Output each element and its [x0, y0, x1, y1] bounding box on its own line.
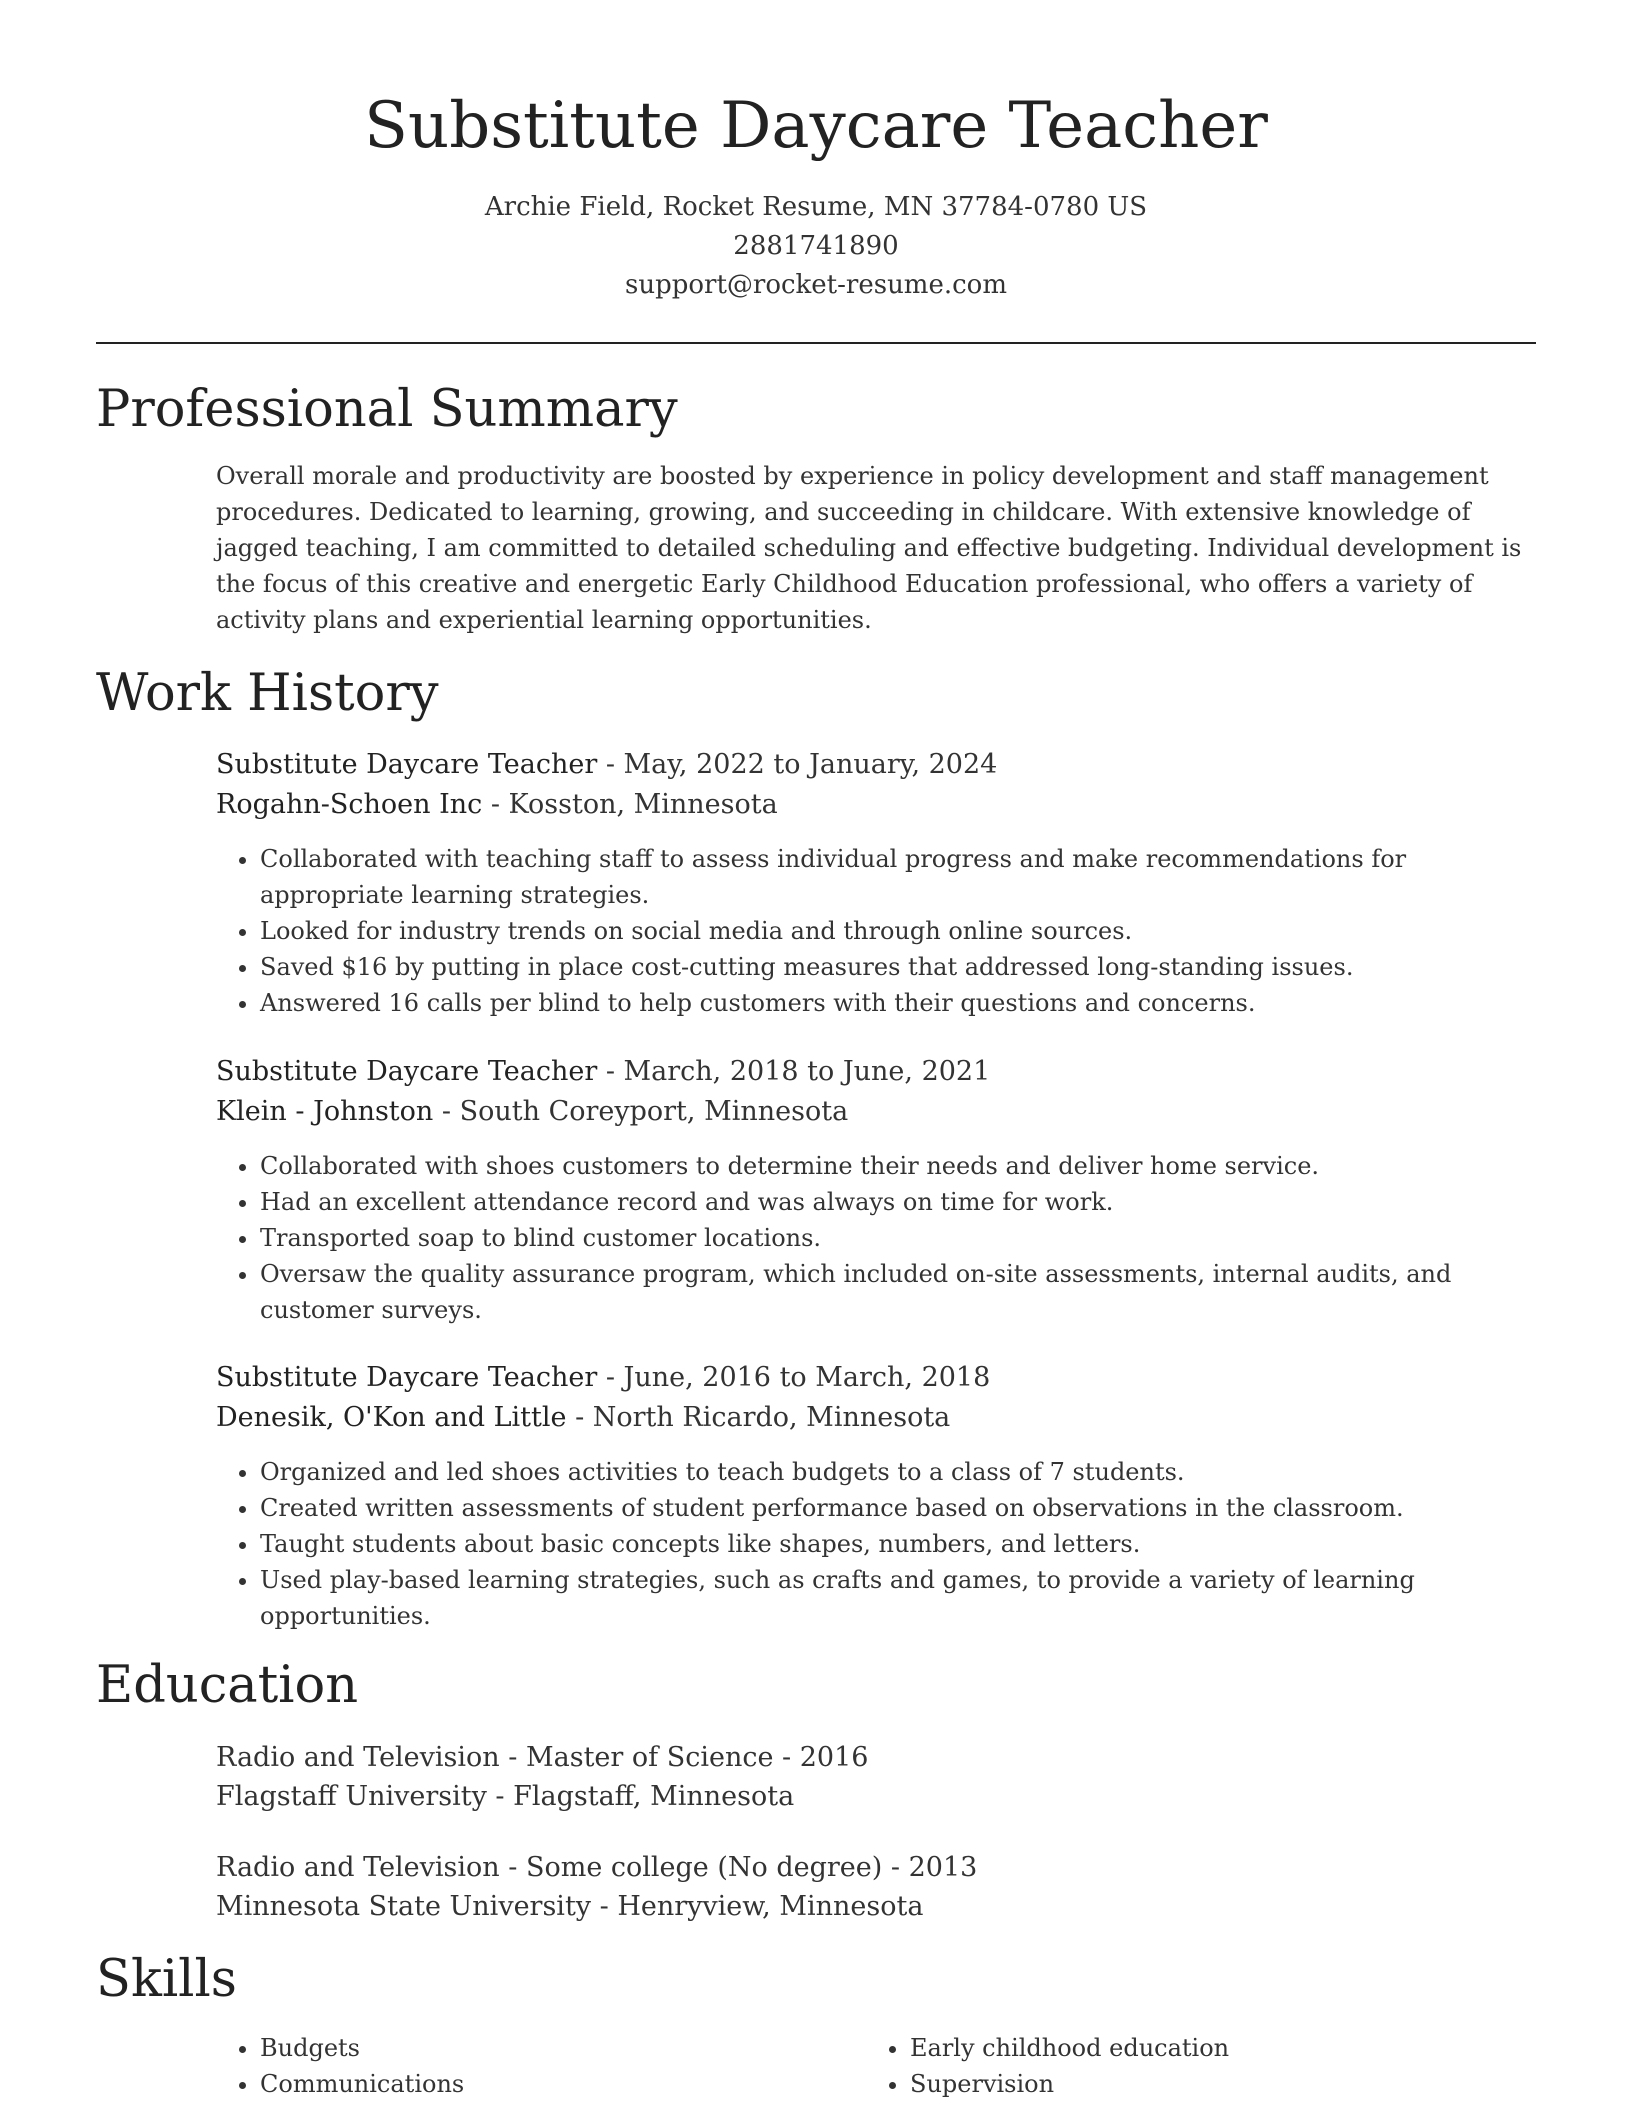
job-bullet: • Collaborated with teaching staff to assess individual progress and make recommendations for appropriate learning strategies. [260, 841, 1536, 913]
work-history-heading: Work History [96, 664, 439, 723]
job-title: Substitute Daycare Teacher [216, 1056, 598, 1087]
contact-phone: 2881741890 [733, 231, 899, 261]
job-entry [96, 1358, 1536, 1634]
job-bullet: • Saved $16 by putting in place cost-cutting measures that addressed long-standing issues. [260, 949, 1536, 985]
job-dates: - March, 2018 to June, 2021 [597, 1056, 991, 1087]
job-company: Denesik, O'Kon and Little [216, 1402, 567, 1433]
job-title-line [216, 745, 1536, 785]
contact-block [0, 188, 1632, 305]
job-entry [96, 745, 1536, 1021]
job-bullet: • Oversaw the quality assurance program, which included on-site assessments, internal audits, and customer surveys. [260, 1256, 1536, 1328]
edu-degree-line [216, 1738, 1536, 1777]
job-bullet: • Had an excellent attendance record and was always on time for work. [260, 1184, 1536, 1220]
job-bullet: • Taught students about basic concepts like shapes, numbers, and letters. [260, 1526, 1536, 1562]
skill-item: • Early childhood education [910, 2030, 1516, 2066]
edu-school-line [216, 1777, 1536, 1816]
skill-item: • Budgets [260, 2030, 866, 2066]
contact-address: Archie Field, Rocket Resume, MN 37784-0780 US [484, 192, 1148, 222]
skills-heading: Skills [96, 1950, 237, 2009]
job-entry [96, 1052, 1536, 1328]
skills-column-left [216, 2030, 866, 2102]
job-title-line [216, 1358, 1536, 1398]
job-bullets [216, 1148, 1536, 1328]
edu-school-line [216, 1887, 1536, 1926]
skills-section [96, 1950, 1536, 2010]
job-bullet: • Organized and led shoes activities to teach budgets to a class of 7 students. [260, 1454, 1536, 1490]
job-bullets [216, 1454, 1536, 1634]
job-bullet: • Created written assessments of student performance based on observations in the classroom. [260, 1490, 1536, 1526]
edu-school: Minnesota State University [216, 1891, 592, 1922]
job-bullet: • Answered 16 calls per blind to help customers with their questions and concerns. [260, 985, 1536, 1021]
education-entry [96, 1738, 1536, 1816]
job-company-line [216, 785, 1536, 825]
job-company-line [216, 1092, 1536, 1132]
education-section [96, 1656, 1536, 1716]
edu-degree-line [216, 1848, 1536, 1887]
skill-item: • Supervision [910, 2066, 1516, 2102]
edu-location: - Flagstaff, Minnesota [486, 1781, 795, 1812]
edu-school: Flagstaff University [216, 1781, 487, 1812]
edu-year: - 2013 [882, 1852, 978, 1883]
header-divider [96, 342, 1536, 344]
job-title-line [216, 1052, 1536, 1092]
contact-email: support@rocket-resume.com [624, 270, 1007, 300]
edu-degree: Radio and Television - Master of Science [216, 1742, 774, 1773]
job-title: Substitute Daycare Teacher [216, 749, 598, 780]
job-location: - South Coreyport, Minnesota [433, 1096, 849, 1127]
edu-degree: Radio and Television - Some college (No degree) [216, 1852, 883, 1883]
job-bullets [216, 841, 1536, 1021]
job-company-line [216, 1398, 1536, 1438]
work-history-section [96, 664, 1536, 724]
skills-list [96, 2030, 1536, 2102]
job-bullet: • Transported soap to blind customer locations. [260, 1220, 1536, 1256]
job-location: - Kosston, Minnesota [482, 789, 778, 820]
summary-section [96, 380, 1536, 638]
skills-column-right [866, 2030, 1516, 2102]
job-location: - North Ricardo, Minnesota [566, 1402, 951, 1433]
job-dates: - June, 2016 to March, 2018 [597, 1362, 991, 1393]
resume-header [0, 0, 1632, 305]
edu-year: - 2016 [773, 1742, 869, 1773]
skill-item: • Communications [260, 2066, 866, 2102]
summary-text: Overall morale and productivity are boosted by experience in policy development and staff management procedures. Dedicated to learning, growing, and succeeding in childcare. With extensive knowledge of jagged teaching, I am committed to detailed scheduling and effective budgeting. Individual development is the focus of this creative and energetic Early Childhood Education professional, who offers a variety of activity plans and experiential learning opportunities. [216, 462, 1522, 634]
job-company: Klein - Johnston [216, 1096, 434, 1127]
job-company: Rogahn-Schoen Inc [216, 789, 483, 820]
job-title: Substitute Daycare Teacher [216, 1362, 598, 1393]
education-entry [96, 1848, 1536, 1926]
job-dates: - May, 2022 to January, 2024 [597, 749, 998, 780]
job-bullet: • Looked for industry trends on social media and through online sources. [260, 913, 1536, 949]
edu-location: - Henryview, Minnesota [591, 1891, 924, 1922]
summary-heading: Professional Summary [96, 380, 678, 439]
resume-title: Substitute Daycare Teacher [364, 89, 1268, 163]
job-bullet: • Used play-based learning strategies, such as crafts and games, to provide a variety of learning opportunities. [260, 1562, 1536, 1634]
education-heading: Education [96, 1656, 359, 1715]
job-bullet: • Collaborated with shoes customers to determine their needs and deliver home service. [260, 1148, 1536, 1184]
